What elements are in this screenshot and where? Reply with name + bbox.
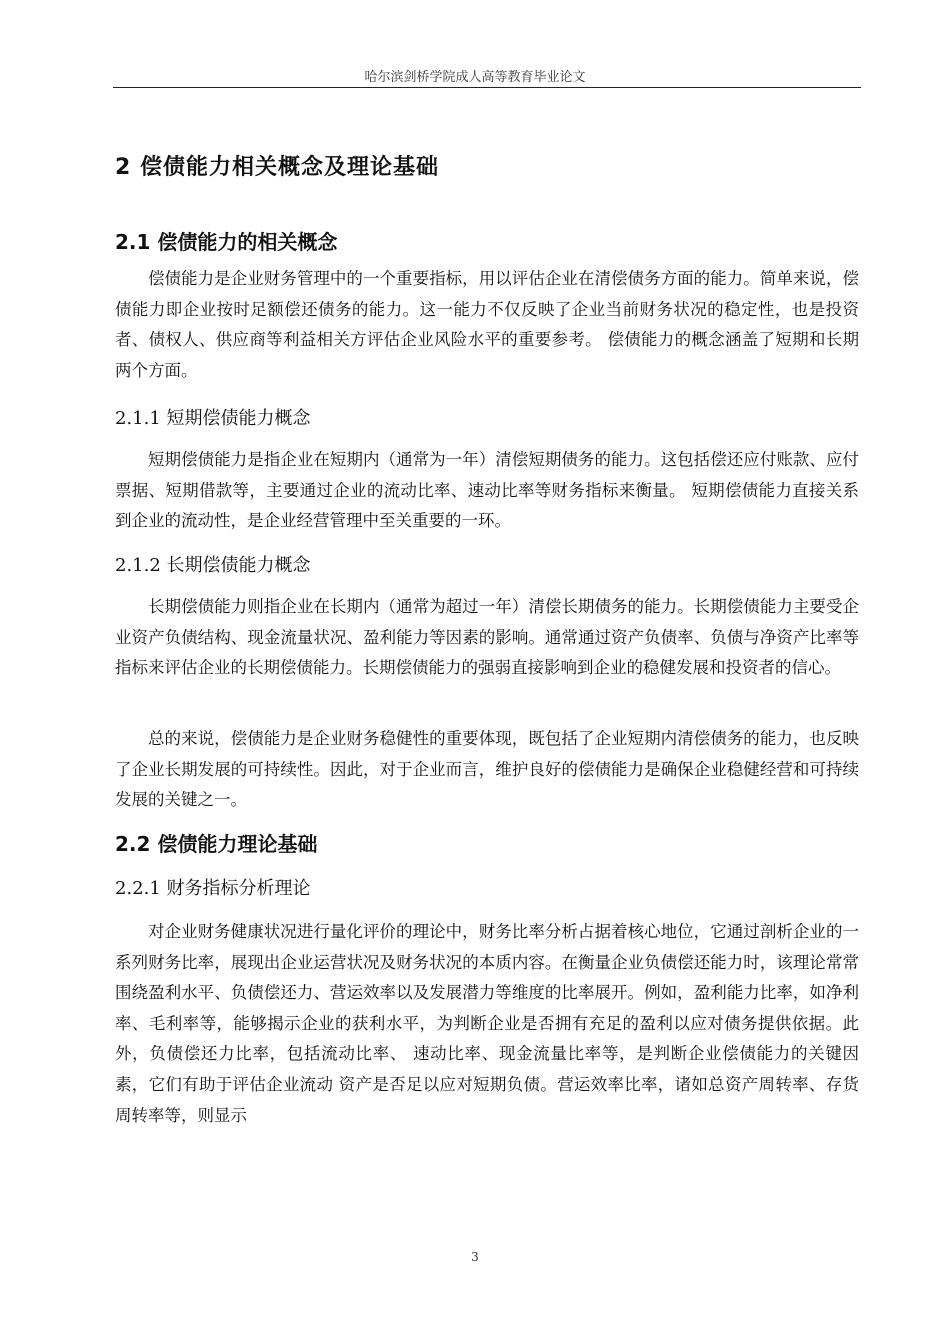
section-2-1-2-paragraph-2: 总的来说，偿债能力是企业财务稳健性的重要体现，既包括了企业短期内清偿债务的能力，也反映了企业长期发展的可持续性。因此，对于企业而言，维护良好的偿债能力是确保企业稳健经营和可持续发展的关键之一。: [115, 729, 859, 810]
section-2-2-heading: 2.2 偿债能力理论基础: [115, 832, 318, 856]
running-header: 哈尔滨剑桥学院成人高等教育毕业论文: [364, 70, 586, 85]
section-2-1-2-heading: 2.1.2 长期偿债能力概念: [115, 555, 311, 576]
section-2-1-heading: 2.1 偿债能力的相关概念: [115, 230, 338, 254]
chapter-title: 2 偿债能力相关概念及理论基础: [115, 155, 439, 180]
section-2-1-1-heading: 2.1.1 短期偿债能力概念: [115, 408, 311, 429]
section-2-2-1-heading: 2.2.1 财务指标分析理论: [115, 878, 311, 899]
section-2-2-1-paragraph: 对企业财务健康状况进行量化评价的理论中，财务比率分析占据着核心地位，它通过剖析企业的一系列财务比率，展现出企业运营状况及财务状况的本质内容。在衡量企业负债偿还能力时，该理论常常围绕盈利水平、负债偿还力、营运效率以及发展潜力等维度的比率展开。例如，盈利能力比率，如净利率、毛利率等，能够揭示企业的获利水平，为判断企业是否拥有充足的盈利以应对债务提供依据。此外，负债偿还力比率，包括流动比率、 速动比率、现金流量比率等，是判断企业偿债能力的关键因素，它们有助于评估企业流动 资产是否足以应对短期负债。营运效率比率，诸如总资产周转率、存货周转率等，则显示: [115, 922, 859, 1125]
page-number: 3: [471, 1250, 479, 1264]
section-2-1-2-paragraph-1: 长期偿债能力则指企业在长期内（通常为超过一年）清偿长期债务的能力。长期偿债能力主要受企业资产负债结构、现金流量状况、盈利能力等因素的影响。通常通过资产负债率、负债与净资产比率等指标来评估企业的长期偿债能力。长期偿债能力的强弱直接影响到企业的稳健发展和投资者的信心。: [115, 597, 859, 678]
section-2-1-1-paragraph: 短期偿债能力是指企业在短期内（通常为一年）清偿短期债务的能力。这包括偿还应付账款、应付票据、短期借款等，主要通过企业的流动比率、速动比率等财务指标来衡量。 短期偿债能力直接关系到企业的流动性，是企业经营管理中至关重要的一环。: [115, 450, 859, 531]
section-2-1-paragraph: 偿债能力是企业财务管理中的一个重要指标，用以评估企业在清偿债务方面的能力。简单来说，偿债能力即企业按时足额偿还债务的能力。这一能力不仅反映了企业当前财务状况的稳定性，也是投资者、债权人、供应商等利益相关方评估企业风险水平的重要参考。 偿债能力的概念涵盖了短期和长期两个方面。: [115, 269, 859, 380]
header-rule: [113, 87, 861, 88]
